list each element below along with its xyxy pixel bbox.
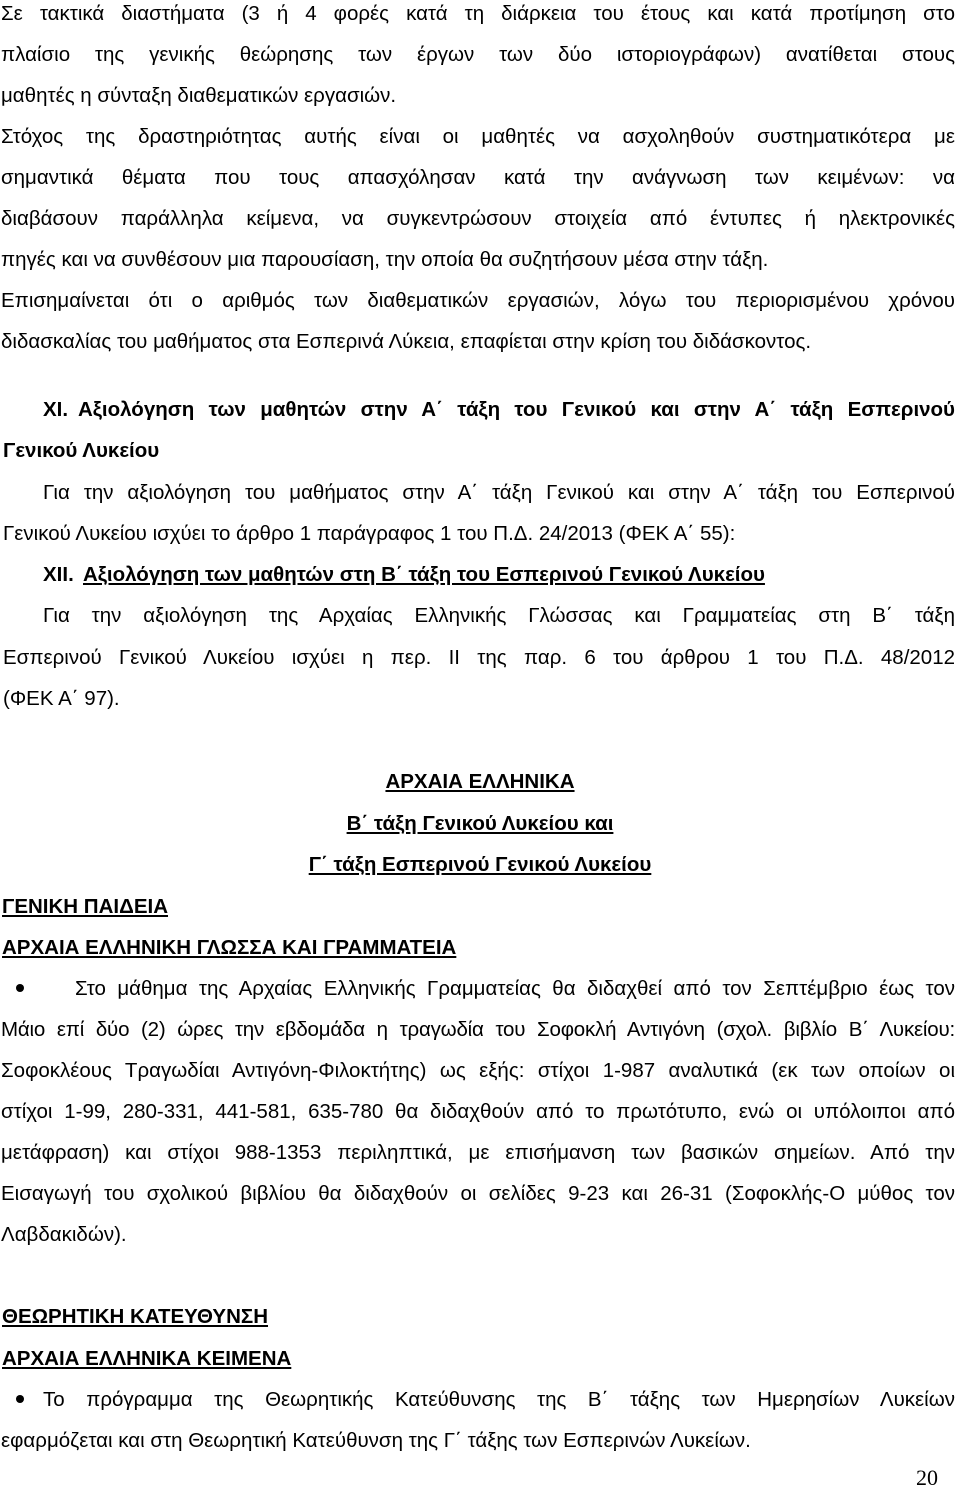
subject-heading: ΘΕΩΡΗΤΙΚΗ ΚΑΤΕΥΘΥΝΣΗ [2, 1305, 269, 1328]
section-number: XII. [43, 563, 74, 586]
subject-subheading: ΑΡΧΑΙΑ ΕΛΛΗΝΙΚΑ ΚΕΙΜΕΝΑ [2, 1347, 292, 1370]
paragraph-line: πηγές και να συνθέσουν μια παρουσίαση, την οποία θα συζητήσουν μέσα στην τάξη. [1, 248, 769, 271]
section-title: Γενικού Λυκείου [3, 439, 160, 462]
list-item: εφαρμόζεται και στη Θεωρητική Κατεύθυνση της Γ΄ τάξης των Εσπερινών Λυκείων. [1, 1429, 751, 1452]
subject-subheading: ΑΡΧΑΙΑ ΕΛΛΗΝΙΚΗ ΓΛΩΣΣΑ ΚΑΙ ΓΡΑΜΜΑΤΕΙΑ [2, 936, 457, 959]
list-item: μετάφραση) και στίχοι 988-1353 περιληπτικά, με επισήμανση των βασικών σημείων. Από την [1, 1141, 955, 1164]
paragraph-line: Για την αξιολόγηση της Αρχαίας Ελληνικής Γλώσσας και Γραμματείας στη Β΄ τάξη [43, 604, 955, 627]
paragraph-line: Για την αξιολόγηση του μαθήματος στην Α΄ τάξη Γενικού και στην Α΄ τάξη του Εσπερινού [43, 481, 955, 504]
paragraph-line: μαθητές η σύνταξη διαθεματικών εργασιών. [1, 84, 397, 107]
center-heading: ΑΡΧΑΙΑ ΕΛΛΗΝΙΚΑ [385, 770, 575, 793]
list-item: στίχοι 1-99, 280-331, 441-581, 635-780 θα διδαχθούν από το πρωτότυπο, ενώ οι υπόλοιποι από [1, 1100, 955, 1123]
list-item: Εισαγωγή του σχολικού βιβλίου θα διδαχθούν οι σελίδες 9-23 και 26-31 (Σοφοκλής-Ο μύθος τον [1, 1182, 955, 1205]
paragraph-line: Σε τακτικά διαστήματα (3 ή 4 φορές κατά τη διάρκεια του έτους και κατά προτίμηση στο [1, 2, 955, 25]
paragraph-line: διαβάσουν παράλληλα κείμενα, να συγκεντρώσουν στοιχεία από έντυπες ή ηλεκτρονικές [1, 207, 955, 230]
section-number: XI. [43, 398, 69, 421]
section-title: Αξιολόγηση των μαθητών στην Α΄ τάξη του Γενικού και στην Α΄ τάξη Εσπερινού [78, 398, 955, 421]
list-item: Λαβδακιδών). [1, 1223, 127, 1246]
paragraph-line: Γενικού Λυκείου ισχύει το άρθρο 1 παράγραφος 1 του Π.Δ. 24/2013 (ΦΕΚ Α΄ 55): [3, 522, 736, 545]
section-title: Αξιολόγηση των μαθητών στη Β΄ τάξη του Εσπερινού Γενικού Λυκείου [83, 563, 765, 586]
paragraph-line: Στόχος της δραστηριότητας αυτής είναι οι μαθητές να ασχοληθούν συστηματικότερα με [1, 125, 955, 148]
list-item: Μάιο επί δύο (2) ώρες την εβδομάδα η τραγωδία του Σοφοκλή Αντιγόνη (σχολ. βιβλίο Β΄ Λυκείου: [1, 1018, 955, 1041]
list-item: Το πρόγραμμα της Θεωρητικής Κατεύθυνσης της Β΄ τάξης των Ημερησίων Λυκείων [43, 1388, 955, 1411]
paragraph-line: Εσπερινού Γενικού Λυκείου ισχύει η περ. ΙΙ της παρ. 6 του άρθρου 1 του Π.Δ. 48/2012 [3, 646, 955, 669]
paragraph-line: πλαίσιο της γενικής θεώρησης των έργων των δύο ιστοριογράφων) ανατίθεται στους [1, 43, 955, 66]
list-item: Σοφοκλέους Τραγωδίαι Αντιγόνη-Φιλοκτήτης) ως εξής: στίχοι 1-987 αναλυτικά (εκ των οποίων οι [1, 1059, 955, 1082]
center-heading: Γ΄ τάξη Εσπερινού Γενικού Λυκείου [308, 853, 652, 876]
paragraph-line: διδασκαλίας του μαθήματος στα Εσπερινά Λύκεια, επαφίεται στην κρίση του διδάσκοντος. [1, 330, 812, 353]
bullet-icon [16, 1395, 24, 1403]
paragraph-line: Επισημαίνεται ότι ο αριθμός των διαθεματικών εργασιών, λόγω του περιορισμένου χρόνου [1, 289, 955, 312]
subject-heading: ΓΕΝΙΚΗ ΠΑΙΔΕΙΑ [2, 895, 169, 918]
paragraph-line: σημαντικά θέματα που τους απασχόλησαν κατά την ανάγνωση των κειμένων: να [1, 166, 955, 189]
page-number: 20 [916, 1465, 938, 1490]
center-heading: Β΄ τάξη Γενικού Λυκείου και [346, 812, 614, 835]
bullet-icon [16, 984, 24, 992]
paragraph-line: (ΦΕΚ Α΄ 97). [3, 687, 120, 710]
list-item: Στο μάθημα της Αρχαίας Ελληνικής Γραμματείας θα διδαχθεί από τον Σεπτέμβριο έως τον [75, 977, 955, 1000]
